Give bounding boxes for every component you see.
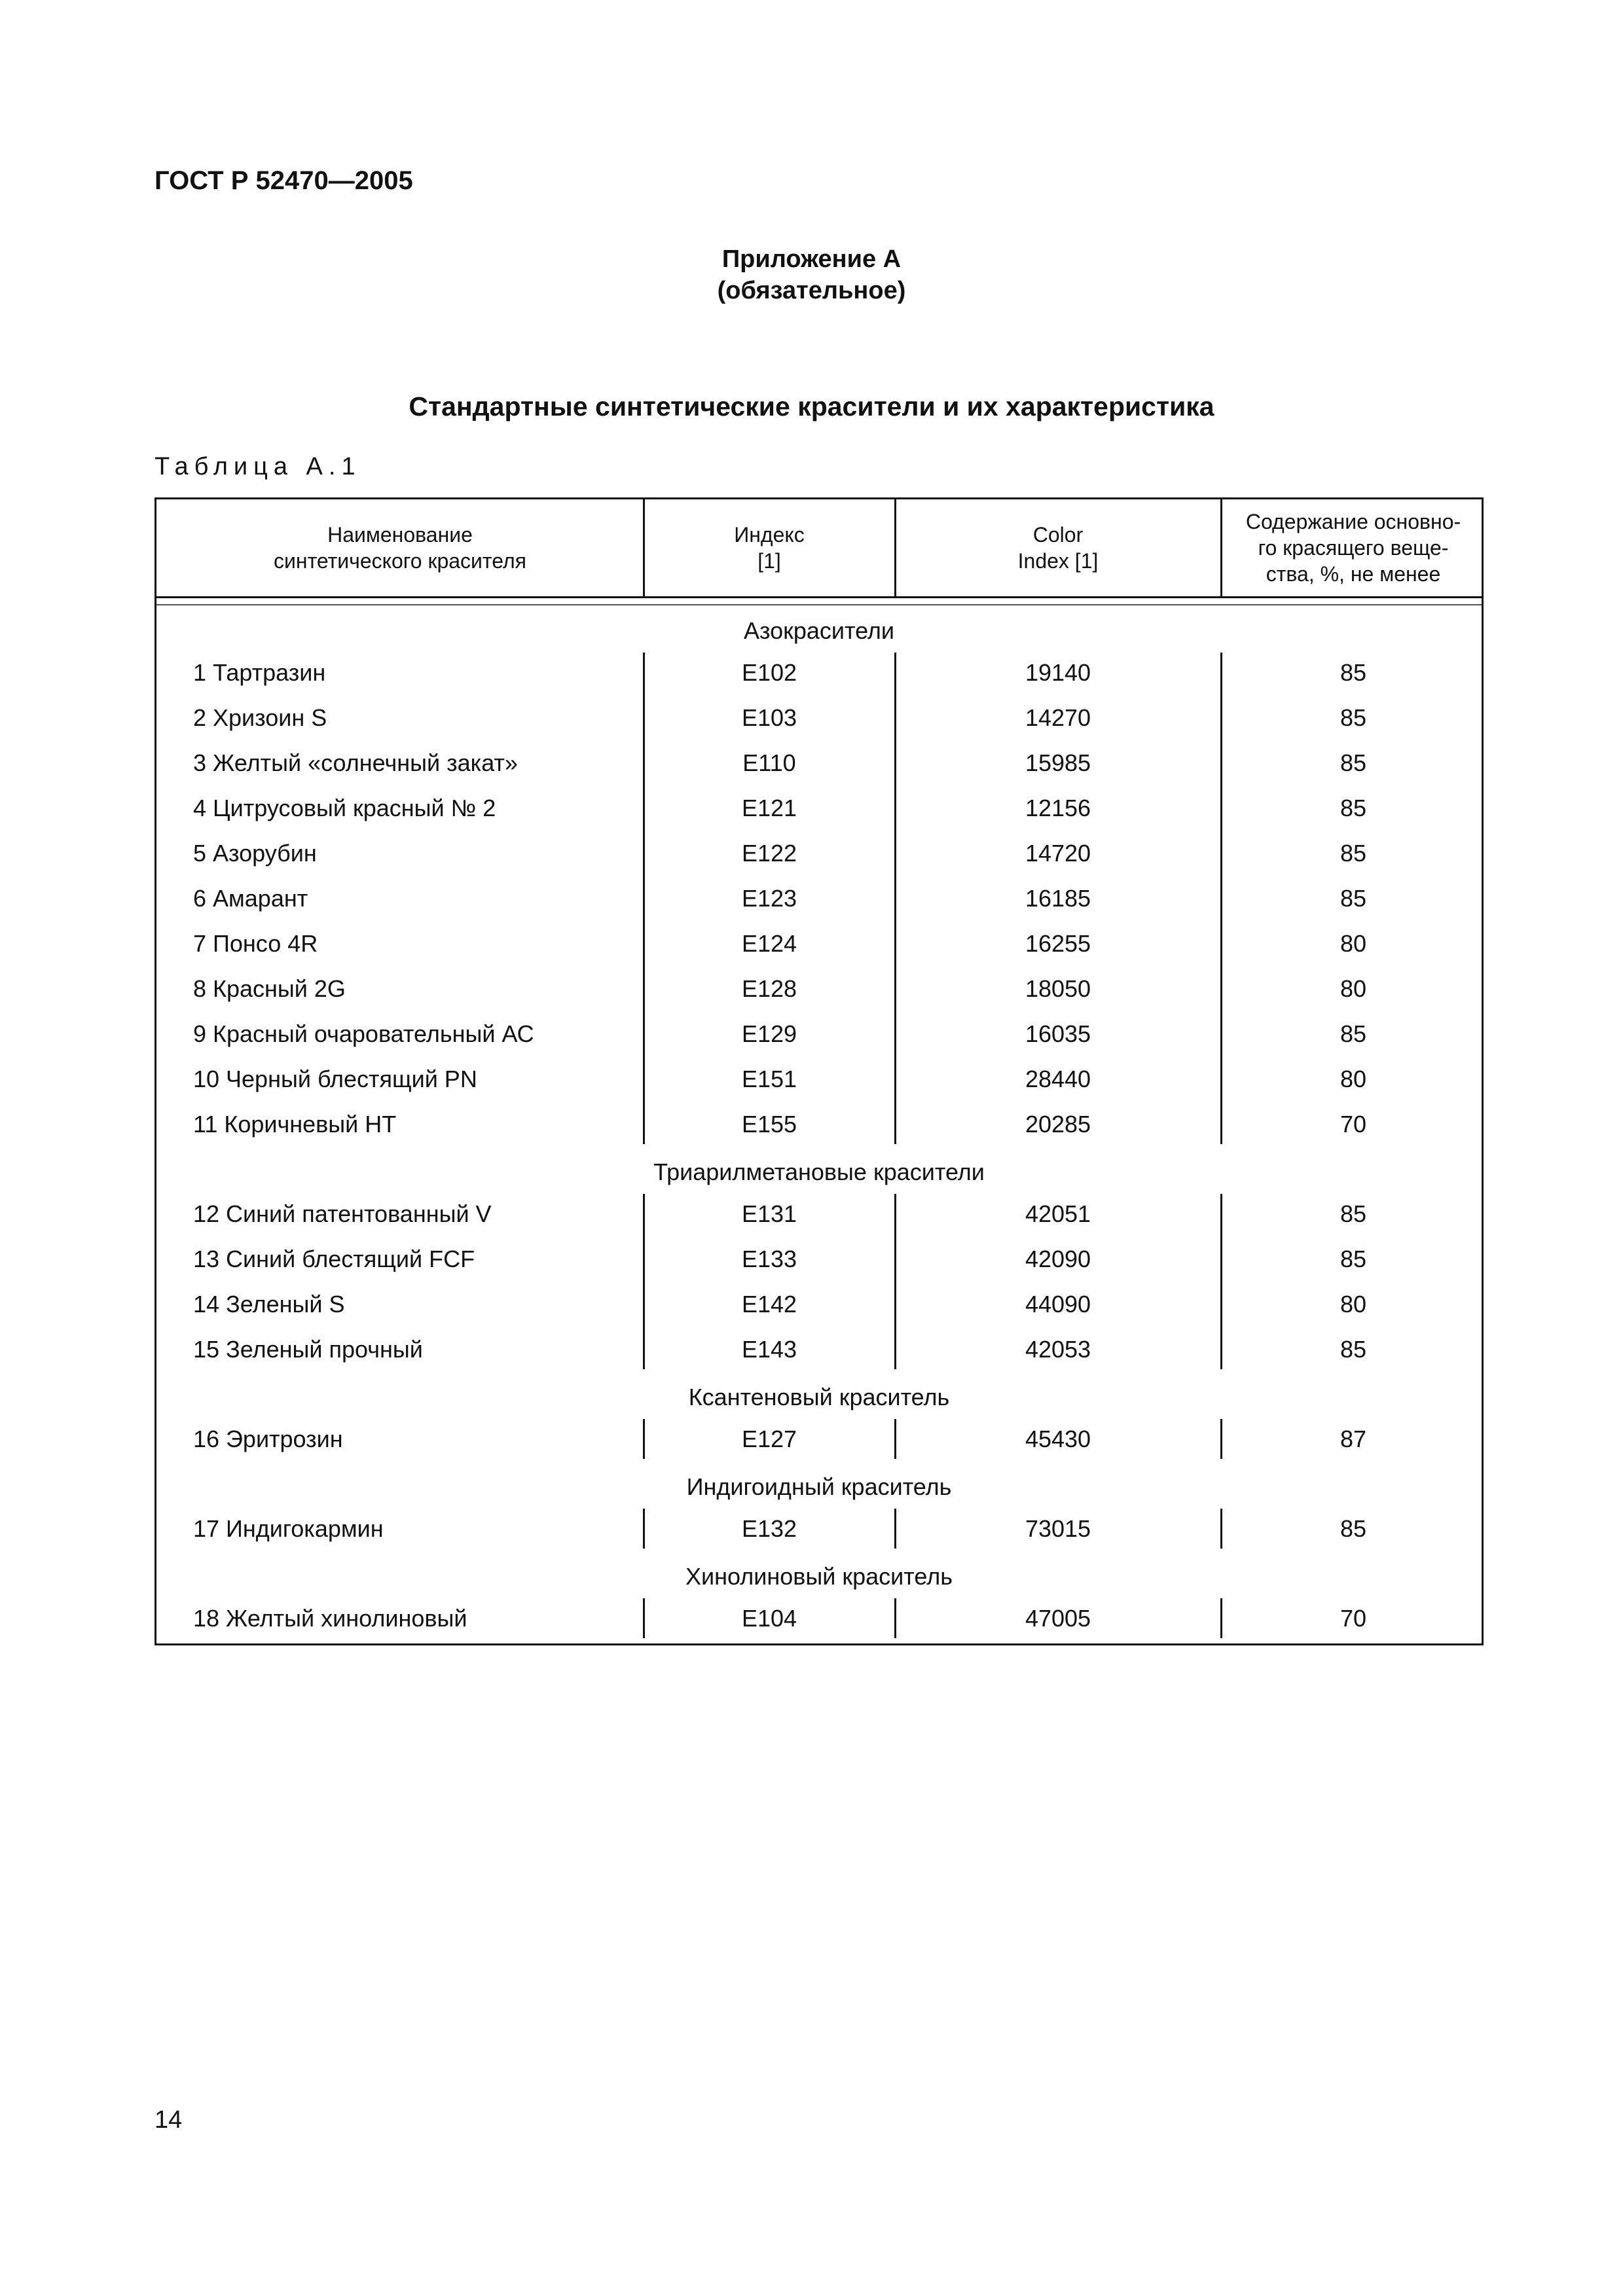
table-row [156, 1416, 1482, 1462]
min-content-cell: 70 [1340, 1111, 1367, 1138]
header-min-content-line: Содержание основно- [1245, 510, 1461, 533]
dye-name-cell: 9 Красный очаровательный АС [193, 1020, 534, 1047]
header-index-line: [1] [757, 549, 781, 573]
e-index-cell: E131 [741, 1200, 797, 1227]
dye-name-cell: 1 Тартразин [193, 659, 326, 686]
e-index-cell: E121 [741, 795, 797, 821]
header-name-line: Наименование [327, 523, 473, 547]
color-index-cell: 47005 [1025, 1605, 1091, 1632]
e-index-cell: E143 [741, 1336, 797, 1363]
e-index-cell: E151 [741, 1066, 797, 1092]
min-content-cell: 85 [1340, 704, 1367, 731]
column-divider [894, 653, 896, 1144]
color-index-cell: 42051 [1025, 1200, 1091, 1227]
column-divider [643, 1598, 645, 1638]
dye-name-cell: 11 Коричневый НТ [193, 1111, 397, 1138]
table-row [156, 1011, 1482, 1056]
color-index-cell: 15985 [1025, 749, 1091, 776]
dye-name-cell: 13 Синий блестящий FCF [193, 1246, 475, 1272]
min-content-cell: 85 [1340, 1020, 1367, 1047]
header-name-line: синтетического красителя [274, 549, 526, 573]
dye-name-cell: 12 Синий патентованный V [193, 1200, 492, 1227]
column-divider [643, 1509, 645, 1549]
header-name [156, 499, 644, 596]
e-index-cell: E110 [742, 749, 796, 776]
table-row [156, 785, 1482, 831]
header-min-content-line: го красящего веще- [1258, 536, 1449, 560]
dye-name-cell: 18 Желтый хинолиновый [193, 1605, 467, 1632]
page-title: Стандартные синтетические красители и их характеристика [409, 391, 1214, 422]
group-title: Ксантеновый краситель [688, 1384, 950, 1410]
dye-name-cell: 14 Зеленый S [193, 1291, 345, 1318]
table-row [156, 921, 1482, 966]
page-number: 14 [155, 2106, 183, 2134]
table-row [156, 1282, 1482, 1327]
table-caption: Таблица А.1 [155, 453, 361, 480]
header-rule-double [156, 604, 1482, 605]
header-index-line: Индекс [734, 523, 805, 547]
header-color-index-line: Index [1] [1017, 549, 1099, 573]
dye-name-cell: 4 Цитрусовый красный № 2 [193, 795, 496, 821]
color-index-cell: 16255 [1025, 930, 1091, 957]
column-divider [1220, 1194, 1222, 1369]
color-index-cell: 12156 [1025, 795, 1091, 821]
dye-name-cell: 7 Понсо 4R [193, 930, 318, 957]
min-content-cell: 80 [1340, 1291, 1367, 1318]
e-index-cell: E102 [741, 659, 797, 686]
appendix-heading [0, 243, 1623, 306]
dyes-table [155, 497, 1484, 1645]
table-row [156, 876, 1482, 921]
e-index-cell: E127 [741, 1426, 797, 1452]
column-divider [894, 1509, 896, 1549]
color-index-cell: 28440 [1025, 1066, 1091, 1092]
min-content-cell: 85 [1340, 749, 1367, 776]
header-min-content-line: ства, %, не менее [1266, 562, 1441, 586]
header-color-index [895, 499, 1221, 596]
group-title: Триарилметановые красители [653, 1158, 985, 1185]
e-index-cell: E128 [741, 975, 797, 1002]
min-content-cell: 85 [1340, 840, 1367, 867]
column-divider [894, 1419, 896, 1459]
header-divider [894, 499, 896, 598]
e-index-cell: E142 [741, 1291, 797, 1318]
min-content-cell: 85 [1340, 1246, 1367, 1272]
color-index-cell: 14270 [1025, 704, 1091, 731]
e-index-cell: E123 [741, 885, 797, 912]
appendix-label: Приложение А [721, 245, 902, 273]
dye-name-cell: 2 Хризоин S [193, 704, 327, 731]
header-divider [643, 499, 645, 598]
color-index-cell: 18050 [1025, 975, 1091, 1002]
header-index [644, 499, 895, 596]
color-index-cell: 19140 [1025, 659, 1091, 686]
column-divider [1220, 1598, 1222, 1638]
e-index-cell: E132 [741, 1515, 797, 1542]
e-index-cell: E122 [741, 840, 797, 867]
dye-name-cell: 3 Желтый «солнечный закат» [193, 749, 518, 776]
appendix-status: (обязательное) [717, 277, 906, 304]
min-content-cell: 85 [1340, 1200, 1367, 1227]
table-row [156, 831, 1482, 876]
column-divider [894, 1598, 896, 1638]
min-content-cell: 85 [1340, 1515, 1367, 1542]
dye-name-cell: 6 Амарант [193, 885, 308, 912]
table-row [156, 1056, 1482, 1102]
min-content-cell: 85 [1340, 1336, 1367, 1363]
color-index-cell: 20285 [1025, 1111, 1091, 1138]
color-index-cell: 42090 [1025, 1246, 1091, 1272]
header-rule [156, 596, 1482, 598]
group-title: Хинолиновый краситель [685, 1563, 953, 1590]
header-min-content [1221, 499, 1486, 596]
table-header-row [156, 499, 1482, 596]
color-index-cell: 42053 [1025, 1336, 1091, 1363]
table-row [156, 695, 1482, 740]
group-title: Азокрасители [743, 617, 895, 644]
dye-name-cell: 8 Красный 2G [193, 975, 346, 1002]
dye-name-cell: 10 Черный блестящий PN [193, 1066, 477, 1092]
header-divider [1220, 499, 1222, 598]
table-row [156, 1236, 1482, 1282]
table-row [156, 650, 1482, 695]
min-content-cell: 80 [1340, 930, 1367, 957]
table-row [156, 1102, 1482, 1147]
dye-name-cell: 16 Эритрозин [193, 1426, 343, 1452]
min-content-cell: 85 [1340, 885, 1367, 912]
table-row [156, 1506, 1482, 1551]
column-divider [1220, 1419, 1222, 1459]
column-divider [894, 1194, 896, 1369]
table-row [156, 966, 1482, 1011]
table-row [156, 1191, 1482, 1236]
e-index-cell: E103 [741, 704, 797, 731]
column-divider [1220, 1509, 1222, 1549]
e-index-cell: E155 [741, 1111, 797, 1138]
e-index-cell: E104 [741, 1605, 797, 1632]
min-content-cell: 70 [1340, 1605, 1367, 1632]
color-index-cell: 16185 [1025, 885, 1091, 912]
table-row [156, 740, 1482, 785]
color-index-cell: 44090 [1025, 1291, 1091, 1318]
e-index-cell: E129 [741, 1020, 797, 1047]
min-content-cell: 87 [1340, 1426, 1367, 1452]
e-index-cell: E133 [741, 1246, 797, 1272]
color-index-cell: 16035 [1025, 1020, 1091, 1047]
column-divider [643, 1194, 645, 1369]
column-divider [643, 653, 645, 1144]
color-index-cell: 73015 [1025, 1515, 1091, 1542]
column-divider [1220, 653, 1222, 1144]
dye-name-cell: 5 Азорубин [193, 840, 317, 867]
color-index-cell: 14720 [1025, 840, 1091, 867]
document-header: ГОСТ Р 52470—2005 [155, 166, 413, 195]
min-content-cell: 80 [1340, 1066, 1367, 1092]
dye-name-cell: 17 Индигокармин [193, 1515, 384, 1542]
min-content-cell: 85 [1340, 795, 1367, 821]
header-color-index-line: Color [1032, 523, 1084, 547]
min-content-cell: 85 [1340, 659, 1367, 686]
color-index-cell: 45430 [1025, 1426, 1091, 1452]
dye-name-cell: 15 Зеленый прочный [193, 1336, 423, 1363]
e-index-cell: E124 [741, 930, 797, 957]
min-content-cell: 80 [1340, 975, 1367, 1002]
table-row [156, 1327, 1482, 1372]
group-title: Индигоидный краситель [686, 1473, 952, 1500]
column-divider [643, 1419, 645, 1459]
table-row [156, 1596, 1482, 1641]
